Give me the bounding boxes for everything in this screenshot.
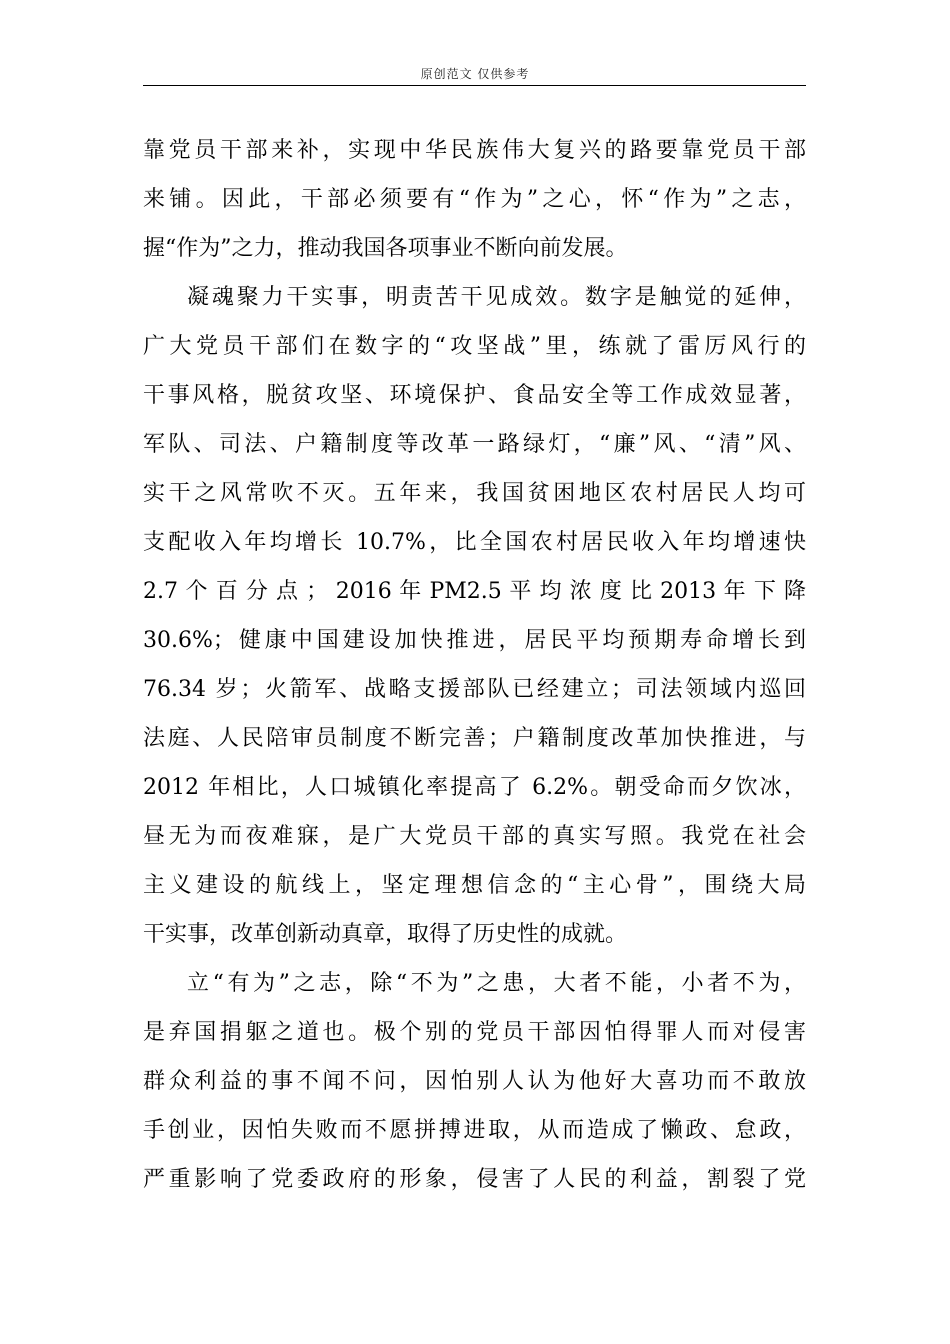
text-line: 凝魂聚力干实事，明责苦干见成效。数字是触觉的延伸， [187,285,806,310]
text-line: 干事风格，脱贫攻坚、环境保护、食品安全等工作成效显著， [143,383,806,408]
text-line: 立“有为”之志，除“不为”之患，大者不能，小者不为， [187,971,806,996]
text-line: 严重影响了党委政府的形象，侵害了人民的利益，割裂了党 [143,1167,806,1192]
text-line: 干实事，改革创新动真章，取得了历史性的成就。 [143,922,628,947]
paragraph [143,273,806,959]
text-line: 握“作为”之力，推动我国各项事业不断向前发展。 [143,236,628,261]
text-line: 30.6%；健康中国建设加快推进，居民平均预期寿命增长到 [143,628,806,653]
text-line: 军队、司法、户籍制度等改革一路绿灯，“廉”风、“清”风、 [143,432,806,457]
text-line: 靠党员干部来补，实现中华民族伟大复兴的路要靠党员干部 [143,138,806,163]
text-line: 2012 年相比，人口城镇化率提高了 6.2%。朝受命而夕饮冰， [143,775,806,800]
text-line: 支配收入年均增长 10.7%，比全国农村居民收入年均增速快 [143,530,806,555]
text-line: 2.7 个 百 分 点 ； 2016 年 PM2.5 平 均 浓 度 比 2013 年 下 降 [143,579,806,604]
text-line: 手创业，因怕失败而不愿拼搏进取，从而造成了懒政、怠政， [143,1118,806,1143]
page-header: 原创范文 仅供参考 [420,67,530,81]
text-line: 来铺。因此，干部必须要有“作为”之心，怀“作为”之志， [143,187,806,212]
text-line: 76.34 岁；火箭军、战略支援部队已经建立；司法领域内巡回 [143,677,806,702]
text-line: 广大党员干部们在数字的“攻坚战”里，练就了雷厉风行的 [143,334,806,359]
text-line: 是弃国捐躯之道也。极个别的党员干部因怕得罪人而对侵害 [143,1020,806,1045]
header-rule [143,85,806,86]
text-line: 主义建设的航线上，坚定理想信念的“主心骨”，围绕大局 [143,873,806,898]
text-line: 昼无为而夜难寐，是广大党员干部的真实写照。我党在社会 [143,824,806,849]
paragraph [143,959,806,1204]
text-line: 法庭、人民陪审员制度不断完善；户籍制度改革加快推进，与 [143,726,806,751]
paragraph [143,126,806,273]
text-line: 群众利益的事不闻不问，因怕别人认为他好大喜功而不敢放 [143,1069,806,1094]
document-body [143,126,806,1204]
text-line: 实干之风常吹不灭。五年来，我国贫困地区农村居民人均可 [143,481,806,506]
